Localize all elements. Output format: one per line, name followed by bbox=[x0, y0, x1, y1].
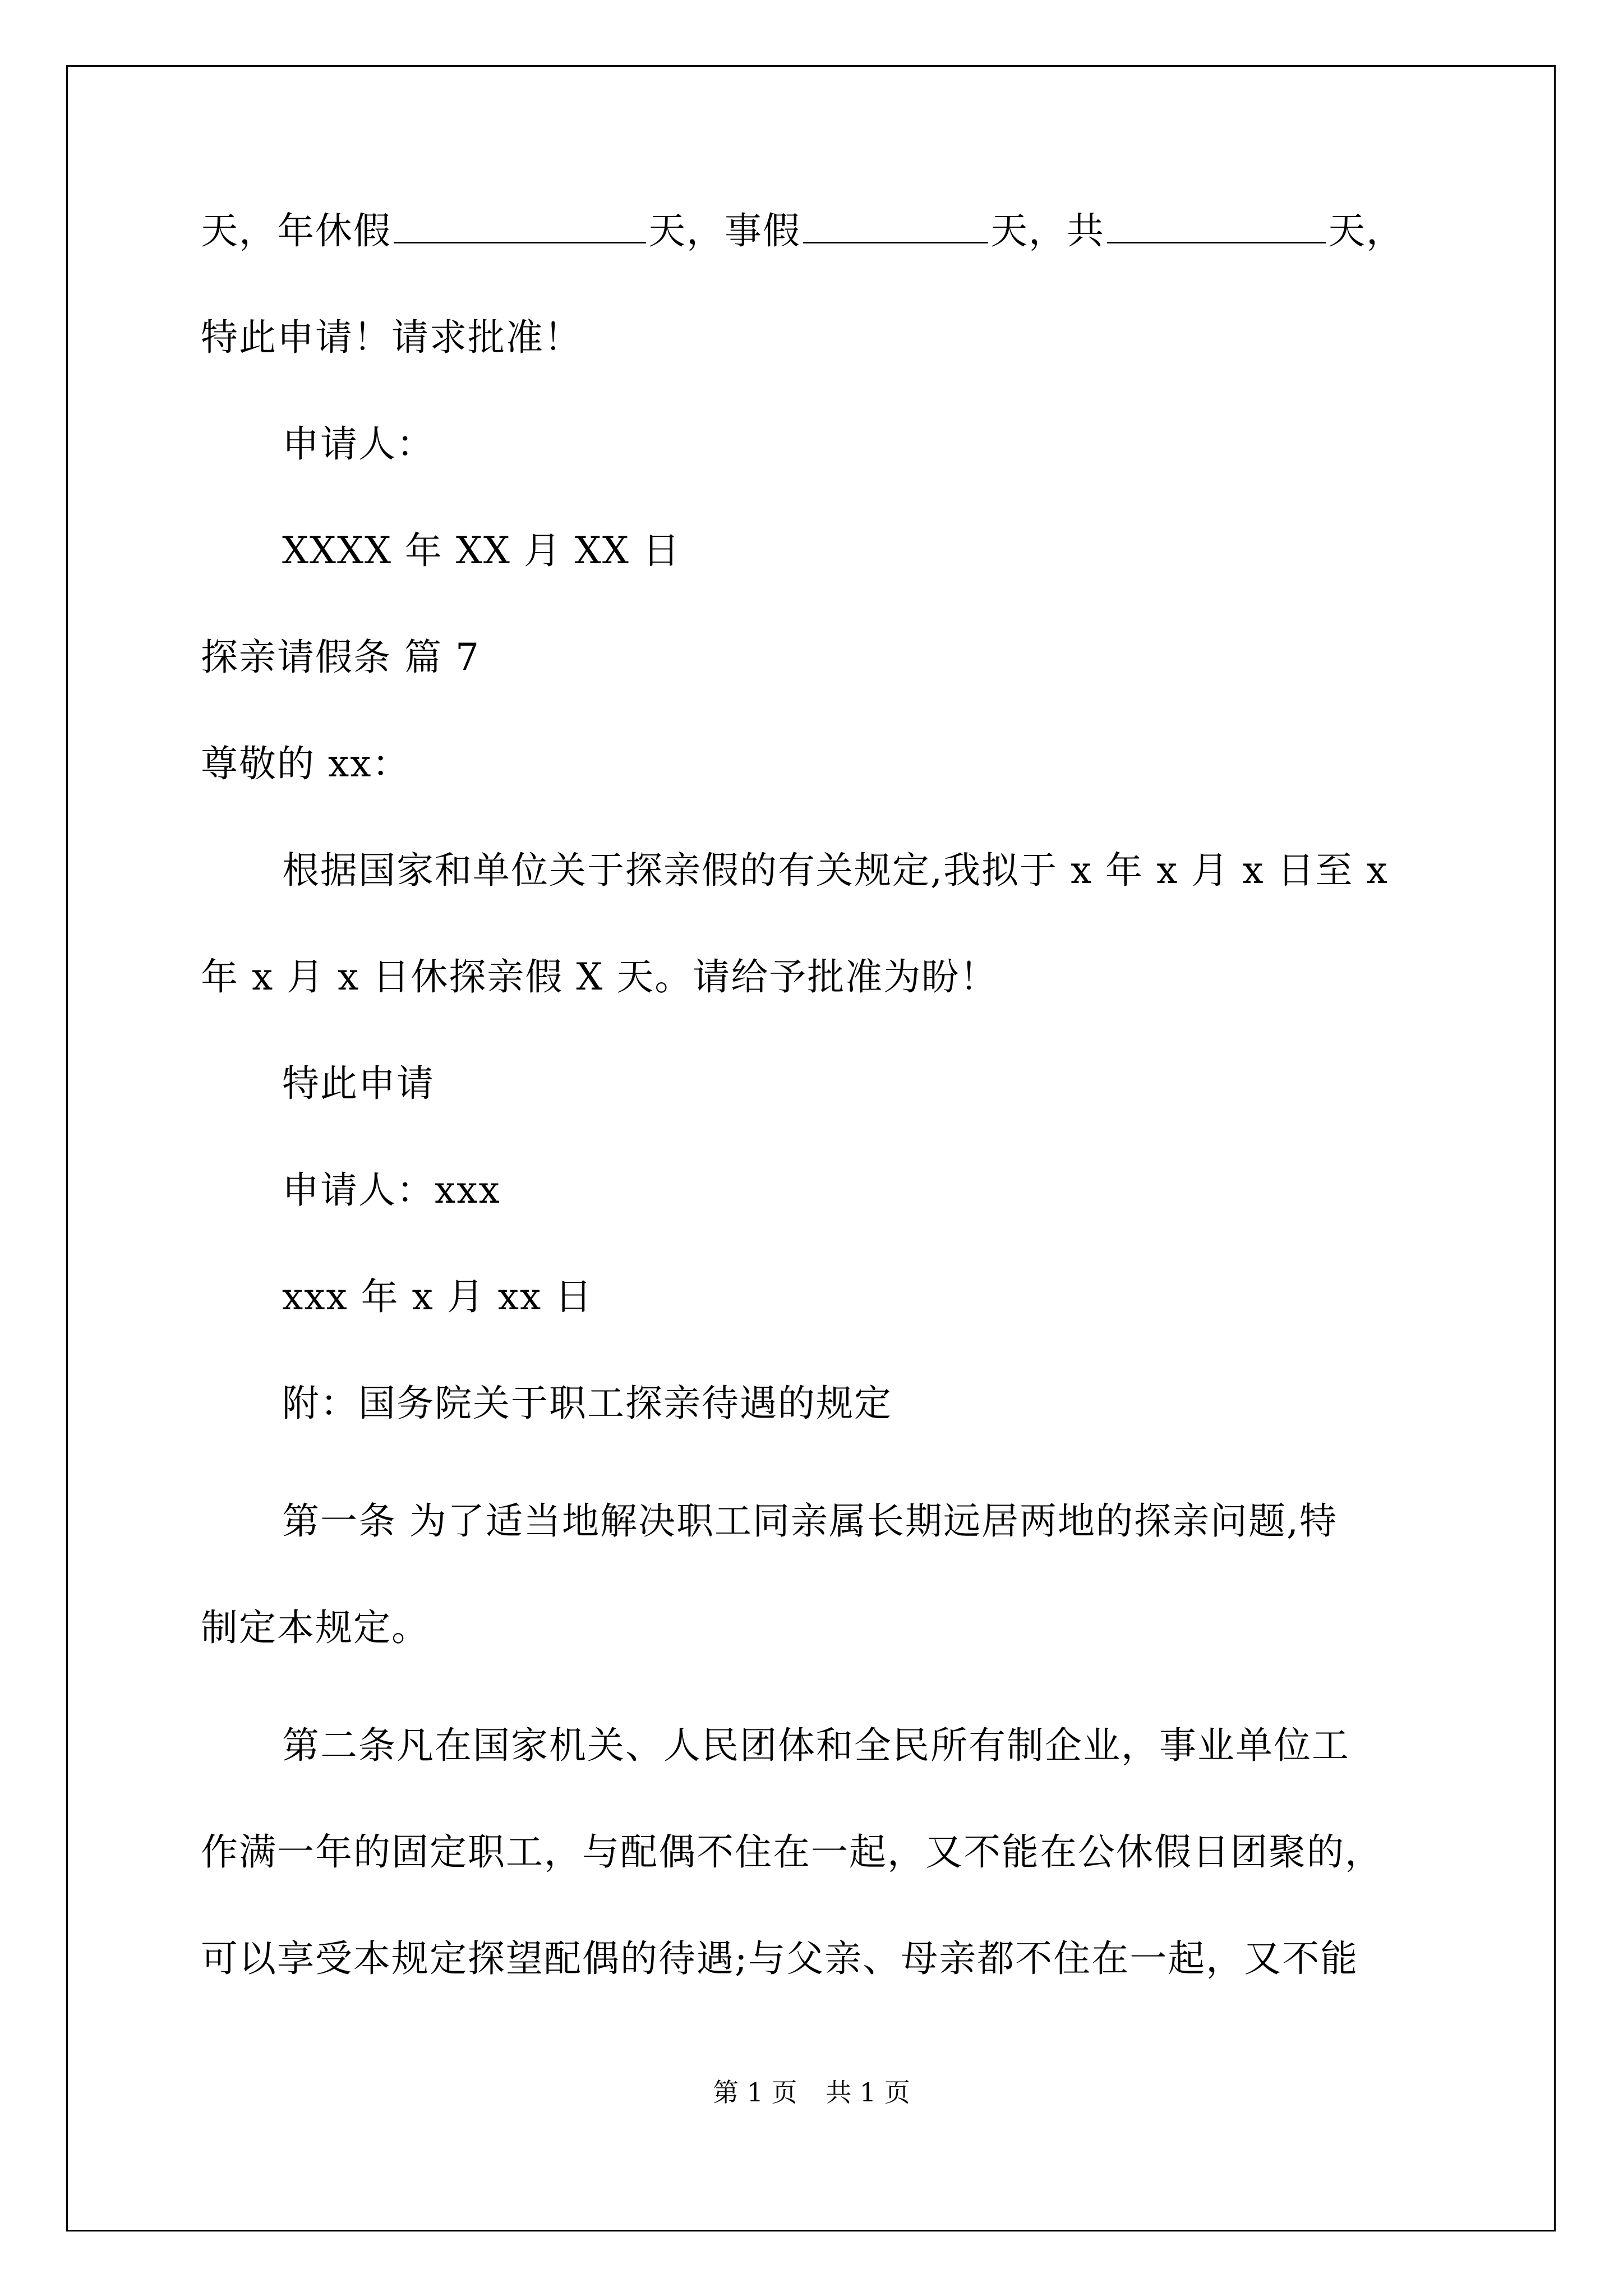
page-total: 共 1 页 bbox=[826, 2077, 910, 2108]
appendix-title: 附：国务院关于职工探亲待遇的规定 bbox=[282, 1382, 892, 1425]
applicant-label: 申请人： bbox=[282, 422, 435, 466]
text-segment: 天，事假 bbox=[648, 209, 801, 252]
page-border bbox=[66, 65, 1556, 2231]
page-number: 第 1 页 bbox=[713, 2077, 797, 2108]
blank-personal-leave bbox=[803, 209, 988, 243]
date-line-2: xxx 年 x 月 xx 日 bbox=[282, 1275, 593, 1318]
text-segment: 天，年休假 bbox=[201, 209, 391, 252]
date-line: XXXX 年 XX 月 XX 日 bbox=[282, 529, 681, 572]
text-line-9: 特此申请 bbox=[282, 1062, 435, 1105]
text-line-1 bbox=[201, 203, 1404, 259]
section-heading: 探亲请假条 篇 7 bbox=[201, 636, 480, 679]
text-line-15: 第二条凡在国家机关、人民团体和全民所有制企业，事业单位工 bbox=[282, 1724, 1350, 1767]
text-line-14: 制定本规定。 bbox=[201, 1606, 430, 1649]
text-line-13: 第一条 为了适当地解决职工同亲属长期远居两地的探亲问题,特 bbox=[282, 1499, 1338, 1543]
blank-total-days bbox=[1107, 209, 1326, 243]
page-footer bbox=[0, 2076, 1623, 2109]
text-line-16: 作满一年的固定职工，与配偶不住在一起，又不能在公休假日团聚的， bbox=[201, 1830, 1383, 1874]
text-line-2: 特此申请！请求批准！ bbox=[201, 316, 582, 359]
text-line-7: 根据国家和单位关于探亲假的有关规定,我拟于 x 年 x 月 x 日至 x bbox=[282, 849, 1389, 892]
blank-annual-leave bbox=[394, 209, 646, 243]
text-segment: 天，共 bbox=[990, 209, 1105, 252]
text-segment: 天， bbox=[1328, 209, 1404, 252]
applicant-line: 申请人：xxx bbox=[282, 1168, 501, 1212]
text-line-8: 年 x 月 x 日休探亲假 X 天。请给予批准为盼！ bbox=[201, 955, 998, 999]
salutation: 尊敬的 xx： bbox=[201, 742, 411, 785]
text-line-17: 可以享受本规定探望配偶的待遇;与父亲、母亲都不住在一起，又不能 bbox=[201, 1937, 1359, 1980]
